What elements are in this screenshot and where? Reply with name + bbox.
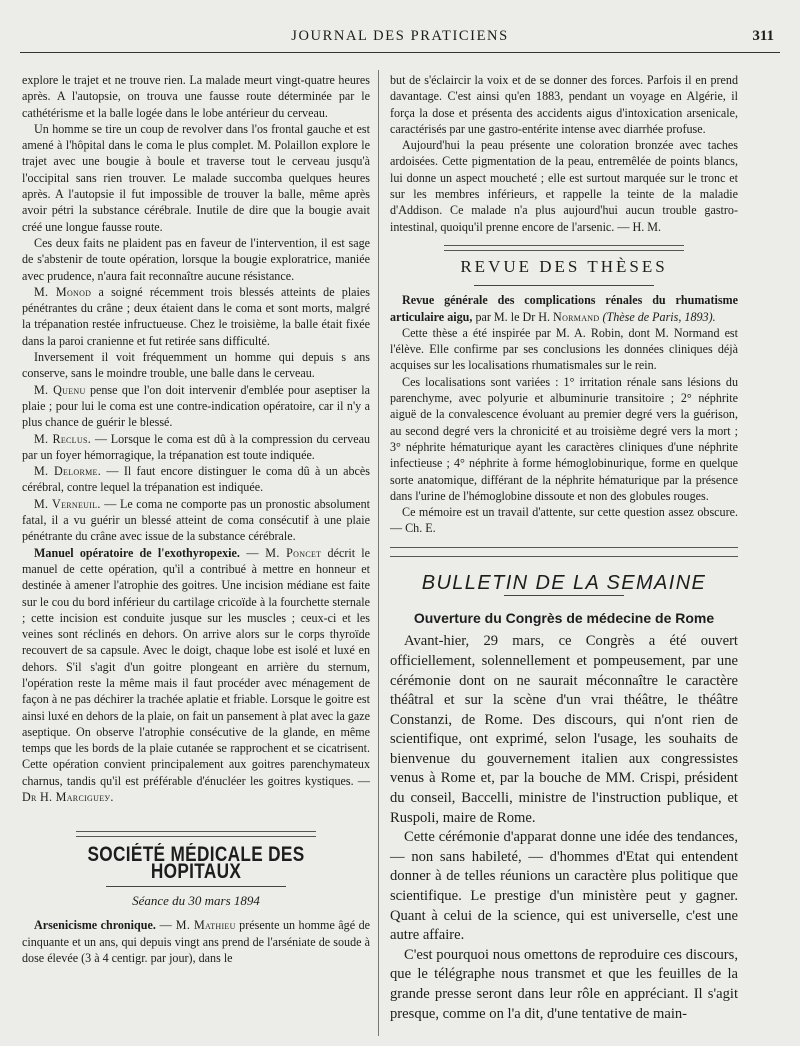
speaker-name: M. Monod: [34, 284, 92, 299]
column-divider: [378, 70, 379, 1036]
author-signature: Dr H. Marcigueу.: [22, 790, 114, 805]
paragraph-text: — Il faut encore distinguer le coma dû à un abcès cérébral, contre lequel la trépanation est indiquée.: [22, 464, 370, 495]
section-title: SOCIÉTÉ MÉDICALE DES HOPITAUX: [87, 843, 305, 883]
paragraph: Ces deux faits ne plaident pas en faveur de l'intervention, il est sage de s'abstenir de toute opération, lorsque la bougie exploratrice, maniée avec prudence, n'aura fait reconnaître aucune résistance.: [22, 235, 370, 283]
paragraph: explore le trajet et ne trouve rien. La malade meurt vingt-quatre heures après. A l'autopsie, on trouva une fausse route déterminée par le cathétérisme et la balle logée dans le lobe antérieur du cerveau.: [22, 73, 370, 120]
section-rule: [76, 831, 316, 837]
paragraph: Inversement il voit fréquemment un homme qui depuis s ans conserve, sans le moindre trouble, une balle dans le cerveau.: [22, 350, 370, 381]
paragraph: Cette thèse a été inspirée par M. A. Robin, dont M. Normand est l'élève. Elle confirme par ses conclusions les données cliniques déjà acquises sur les localisations rhumatismales sur le rein.: [390, 325, 738, 373]
left-column: [22, 72, 370, 966]
journal-title: JOURNAL DES PRATICIENS: [291, 28, 509, 44]
bulletin-rule: [390, 547, 738, 557]
page-number: 311: [752, 28, 774, 44]
paragraph: Un homme se tire un coup de revolver dans l'os frontal gauche et est amené à l'hôpital dans le coma le plus complet. M. Polaillon explore le trajet avec une bougie à boule et traverse tout le cerveau jusqu'à l'occipital sans rien trouver. Le malade succomba quelques heures après. A l'autopsie il fut impossible de trouver la balle, même après avoir pétri la substance cérébrale. Inutile de dire que la bougie avait créé une longue fausse route.: [22, 121, 370, 234]
bulletin-body: [390, 632, 738, 1024]
article-heading: Arsenicisme chronique.: [34, 918, 156, 933]
paragraph: but de s'éclaircir la voix et de se donner des forces. Parfois il en prend davantage. C'est ainsi qu'en 1883, pendant un voyage en Algérie, il força la dose et présenta des accidents aigus d'intoxication arsenicale, caractérisés par une gastro-entérite intense avec diarrhée profuse.: [390, 73, 738, 136]
paragraph-text: présente un homme âgé de cinquante et un ans, qui depuis vingt ans prend de l'arséniate de soude à dose élevée (3 à 4 centigr. par jour), dans le: [22, 918, 370, 965]
paragraph-text: par M. le Dr H.: [472, 309, 554, 324]
paragraph: [22, 463, 370, 496]
article-heading: Ouverture du Congrès de médecine de Rome: [413, 610, 715, 627]
paragraph: [22, 284, 370, 349]
section-rule-thin: [504, 595, 624, 596]
paragraph: [22, 496, 370, 545]
paragraph: [22, 917, 370, 966]
speaker-name: — M. Mathieu: [155, 918, 236, 933]
author-name: Normand: [553, 309, 600, 324]
paragraph: [22, 431, 370, 464]
section-rule-thin: [106, 886, 286, 887]
section-title: BULLETIN DE LA SEMAINE: [421, 571, 707, 594]
article-heading: Revue générale des complications rénales du rhumatisme articulaire aigu,: [390, 293, 738, 324]
speaker-name: — M. Poncet: [239, 545, 322, 560]
running-header: [20, 28, 780, 50]
paragraph: Aujourd'hui la peau présente une coloration bronzée avec taches ardoisées. Cette pigmentation de la peau, entremêlée de points blancs, lui donne un aspect moucheté ; elle est surtout marquée sur le tronc et sur les membres inférieurs, et rappelle la teinte de la maladie d'Addison. Ce malade n'a plus aujourd'hui aucun trouble gastro-intestinal, quoiqu'il prenne encore de l'arsenic. — H. M.: [390, 138, 738, 234]
header-rule: [20, 52, 780, 53]
paragraph: Avant-hier, 29 mars, ce Congrès a été ouvert officiellement, solennellement et pompeusement, par une cérémonie dont on ne saurait méconnaître le caractère théâtral et sur la scène d'un vrai théâtre, le théâtre Constanzi, de Rome. Des discours, qui n'ont rien de scientifique, ont exprimé, selon l'usage, les souhaits de bienvenue du gouvernement italien aux congressistes venus à Rome et, par la bouche de MM. Crispi, président du conseil, Baccelli, ministre de l'instruction publique, et Ruspoli, maire de Rome.: [390, 633, 738, 826]
speaker-name: M. Verneuil.: [34, 496, 101, 511]
speaker-name: M. Delorme.: [34, 464, 102, 479]
paragraph-text: décrit le manuel de cette opération, qu'il a contribué à mettre en honneur et destinée à amener l'atrophie des goitres. Une incision médiane est faite sur le cou du bord inférieur du cartilage cricoïde à la fourchette sternale ; cette incision est conduite jusque sur les muscles ; ceux-ci et les veines sont réclinés en dehors. On arrive alors sur le corps thyroïde recouvert de sa capsule. Avec le doigt, chaque lobe est isolé et luxé en dehors. S'il s'agit d'un goitre plongeant en arrière du sternum, l'opération reste la même mais il faut procéder avec ménagement de façon à ne pas déchirer la trachée aplatie et friable. Lorsque le goitre est ainsi luxé en dehors de la plaie, on fait un pansement à plat avec la gaze aseptique. On observe l'atrophie consécutive de la glande, en même temps que les bords de la plaie cutanée se rapprochent et se cicatrisent. Cette opération convient principalement aux goitres parenchymateux charnus, tandis qu'il est préférable d'énucléer les goitres kystiques. —: [22, 545, 371, 788]
paragraph: Cette cérémonie d'apparat donne une idée des tendances, — non sans habileté, — d'hommes d'Etat qui entendent donner à de telles réunions un caractère plus politique que scientifique. Le prestige d'un ministère peut y gagner. Quant à celui de la science, qui est universelle, c'est une autre affaire.: [390, 829, 738, 944]
paragraph-text: a soigné récemment trois blessés atteints de plaies pénétrantes du crâne ; deux étaient dans le coma et sont morts, malgré la trépanation restée infructueuse. Chez le troisième, la balle était fixée dans la paroi cranienne et fut retirée sans difficulté.: [22, 284, 370, 348]
paragraph: [22, 382, 370, 431]
paragraph: C'est pourquoi nous omettons de reproduire ces discours, que le télégraphe nous transmet et que les feuilles de la grande presse seront dans leur rôle en appréciant. Il s'agit presque, comme on l'a dit, d'une tentative de main-: [390, 946, 738, 1022]
citation: (Thèse de Paris, 1893).: [599, 309, 716, 324]
speaker-name: M. Quenu: [34, 382, 86, 397]
paragraph-text: — Le coma ne comporte pas un pronostic absolument fatal, il a vu guérir un blessé atteint de coma consécutif à une plaie pénétrante du crâne avec issue de la substance cérébrale.: [22, 496, 370, 544]
speaker-name: M. Reclus.: [34, 431, 92, 446]
paragraph: Ces localisations sont variées : 1° irritation rénale sans lésions du parenchyme, avec polyurie et albuminurie transitoire ; 2° néphrite aiguë de la convalescence évoluant au premier degré vers la guérison, au second degré vers la chronicité et au troisième degré vers la mort ; 3° néphrite hématurique ayant les caractères cliniques d'une néphrite infectieuse ; 4° néphrite à forme hémoglobinurique, forme en quelque sorte anatomique, différant de la néphrite hématurique par la présence dans l'urine de l'hémoglobine dissoute et non des globules rouges.: [390, 374, 738, 503]
paragraph-text: — Lorsque le coma est dû à la compression du cerveau par un foyer hémorragique, la trépanation est toute indiquée.: [22, 431, 370, 462]
section-rule-thin: [474, 285, 654, 286]
session-date: Séance du 30 mars 1894: [132, 892, 260, 908]
section-rule: [444, 245, 684, 251]
paragraph: Ce mémoire est un travail d'attente, sur cette question assez obscure. — Ch. E.: [390, 505, 738, 536]
article-heading: Manuel opératoire de l'exothyropexie.: [34, 545, 240, 560]
paragraph-text: pense que l'on doit intervenir d'emblée pour aseptiser la plaie ; pour lui le coma est une contre-indication opératoire, car il n'y a plus chance de guérir le blessé.: [22, 382, 371, 430]
paragraph: [390, 292, 738, 325]
section-title: REVUE DES THÈSES: [460, 256, 668, 276]
right-column: [390, 72, 738, 1024]
paragraph: [22, 545, 370, 806]
